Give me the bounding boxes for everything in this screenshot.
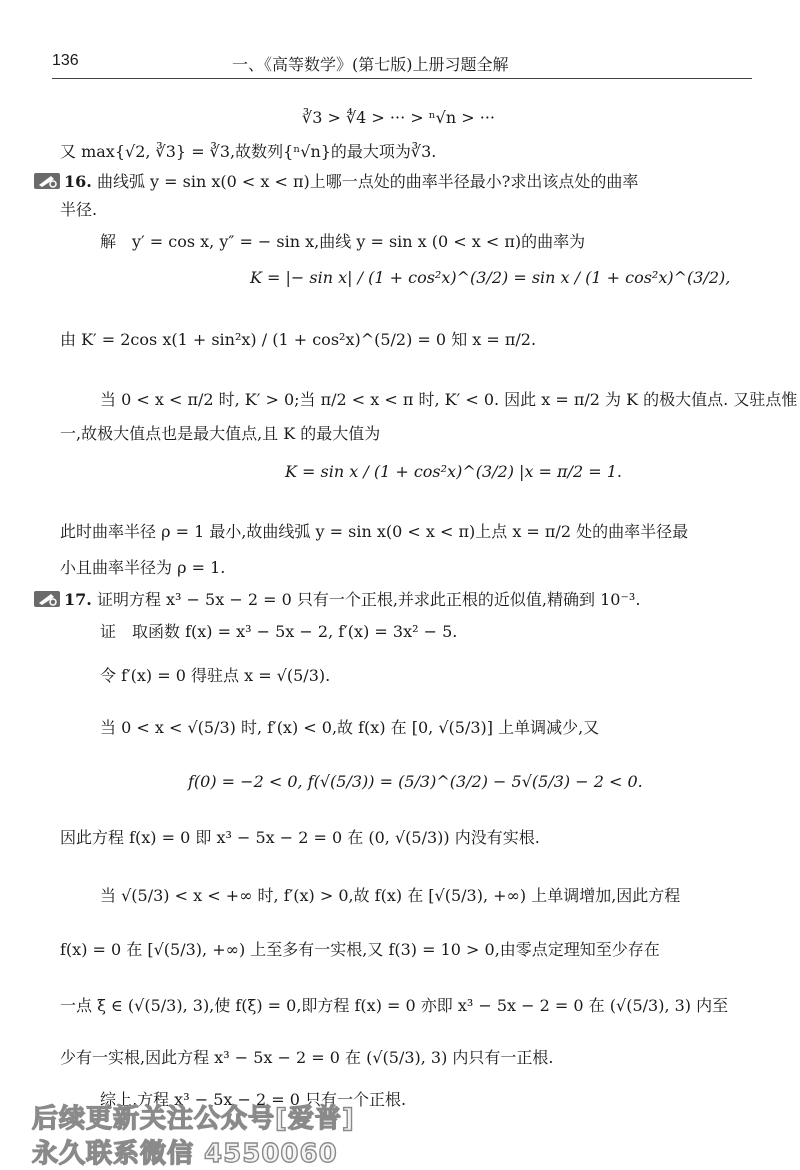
problem-17-number: 17. xyxy=(64,590,92,609)
page-number: 136 xyxy=(52,52,79,69)
exercise-pencil-icon xyxy=(34,173,60,189)
stationary-point-line: 令 f′(x) = 0 得驻点 x = √(5/3). xyxy=(100,666,331,685)
final-conclusion: 综上,方程 x³ − 5x − 2 = 0 只有一个正根. xyxy=(100,1090,407,1109)
problem-16-sign-analysis: 当 0 < x < π/2 时, K′ > 0;当 π/2 < x < π 时, K′ < 0. 因此 x = π/2 为 K 的极大值点. 又驻点惟 xyxy=(100,390,798,409)
zero-point-theorem-line: 一点 ξ ∈ (√(5/3), 3),使 f(ξ) = 0,即方程 f(x) = 0 亦即 x³ − 5x − 2 = 0 在 (√(5/3), 3) 内至 xyxy=(60,996,729,1015)
no-root-statement: 因此方程 f(x) = 0 即 x³ − 5x − 2 = 0 在 (0, √(5/3)) 内没有实根. xyxy=(60,828,540,847)
book-title: 一、《高等数学》(第七版)上册习题全解 xyxy=(232,55,509,74)
problem-16-question-cont: 半径. xyxy=(60,200,98,219)
unique-root-line: 少有一实根,因此方程 x³ − 5x − 2 = 0 在 (√(5/3), 3) 内只有一正根. xyxy=(60,1048,554,1067)
decreasing-interval-line: 当 0 < x < √(5/3) 时, f′(x) < 0,故 f(x) 在 [0, √(5/3)] 上单调减少,又 xyxy=(100,718,600,737)
problem-16-conclusion-cont: 小且曲率半径为 ρ = 1. xyxy=(60,558,226,577)
k-max-value-formula: K = sin x / (1 + cos²x)^(3/2) |x = π/2 = 1. xyxy=(285,462,622,481)
header-rule xyxy=(52,78,752,79)
problem-16-number: 16. xyxy=(64,172,92,191)
watermark-line-1: 后续更新关注公众号[爱普] xyxy=(32,1104,355,1134)
problem-17-question xyxy=(34,590,640,610)
max-conclusion-line: 又 max{√2, ∛3} = ∛3,故数列{ⁿ√n}的最大项为∛3. xyxy=(60,142,437,161)
problem-16-max-statement: 一,故极大值点也是最大值点,且 K 的最大值为 xyxy=(60,424,381,443)
problem-17-proof-intro: 证 取函数 f(x) = x³ − 5x − 2, f′(x) = 3x² − 5. xyxy=(100,622,458,641)
watermark-line-2: 永久联系微信 4550060 xyxy=(32,1139,338,1169)
problem-17-text: 证明方程 x³ − 5x − 2 = 0 只有一个正根,并求此正根的近似值,精确到 10⁻³. xyxy=(96,590,641,609)
problem-16-question xyxy=(34,172,638,192)
problem-16-conclusion: 此时曲率半径 ρ = 1 最小,故曲线弧 y = sin x(0 < x < π)上点 x = π/2 处的曲率半径最 xyxy=(60,522,689,541)
exercise-pencil-icon xyxy=(34,591,60,607)
derivative-k-formula: 由 K′ = 2cos x(1 + sin²x) / (1 + cos²x)^(5/2) = 0 知 x = π/2. xyxy=(60,330,537,349)
curvature-formula: K = |− sin x| / (1 + cos²x)^(3/2) = sin x / (1 + cos²x)^(3/2), xyxy=(250,268,731,287)
at-most-one-root-line: f(x) = 0 在 [√(5/3), +∞) 上至多有一实根,又 f(3) = 10 > 0,由零点定理知至少存在 xyxy=(60,940,660,959)
increasing-interval-line: 当 √(5/3) < x < +∞ 时, f′(x) > 0,故 f(x) 在 [√(5/3), +∞) 上单调增加,因此方程 xyxy=(100,886,681,905)
root-inequality-line: ∛3 > ∜4 > ··· > ⁿ√n > ··· xyxy=(302,108,495,127)
problem-16-text: 曲线弧 y = sin x(0 < x < π)上哪一点处的曲率半径最小?求出该点处的曲率 xyxy=(96,172,639,191)
problem-16-solution-intro: 解 y′ = cos x, y″ = − sin x,曲线 y = sin x (0 < x < π)的曲率为 xyxy=(100,232,586,251)
f-values-formula: f(0) = −2 < 0, f(√(5/3)) = (5/3)^(3/2) − 5√(5/3) − 2 < 0. xyxy=(188,772,643,791)
